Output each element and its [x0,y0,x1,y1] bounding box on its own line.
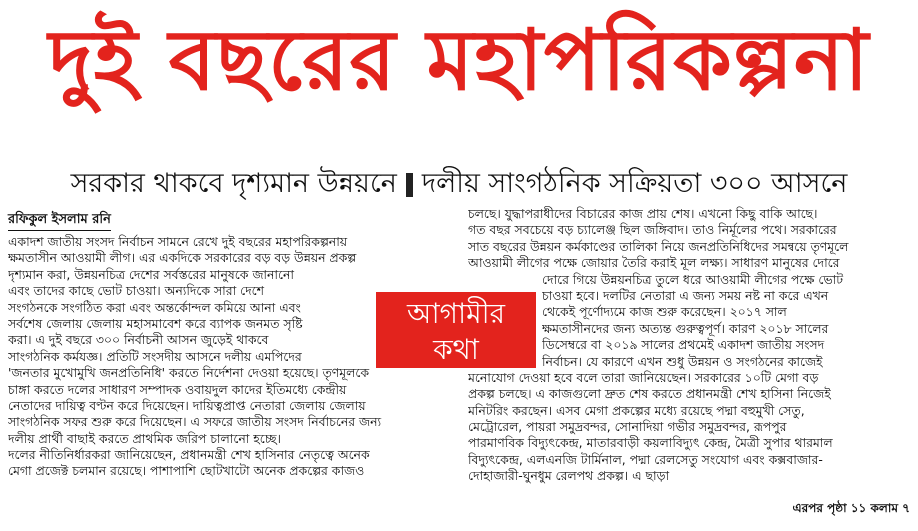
text-line: করা। এ দুই বছরে ৩০০ নির্বাচনী আসন জুড়েই থাকবে [8,332,269,348]
continuation-note: এরপর পৃষ্ঠা ১১ কলাম ৭ [792,501,910,515]
text-line: চাঙ্গা করতে দলের সাধারণ সম্পাদক ওবায়দুল কাদের ইতিমধ্যে কেন্দ্রীয় [8,381,347,397]
text-line: 'জনতার মুখোমুখি জনপ্রতিনিধি' করতে নির্দেশনা দেওয়া হয়েছে। তৃণমূলকে [8,365,370,381]
text-line: গত বছর সবচেয়ে বড় চ্যালেঞ্জ ছিল জঙ্গিবাদ। তাও নির্মূলের পথে। সরকারের [468,222,837,238]
text-line: দলের নীতিনির্ধারকরা জানিয়েছেন, প্রধানমন্ত্রী শেখ হাসিনার নেতৃত্বে অনেক [8,447,370,463]
headline: দুই বছরের মহাপরিকল্পনা [48,11,870,109]
text-line: সর্বশেষ জেলায় জেলায় মহাসমাবেশ করে ব্যাপক জনমত সৃষ্টি [8,315,303,331]
text-line: আওয়ামী লীগের পক্ষে জোয়ার তৈরি করাই মূল লক্ষ্য। সাধারণ মানুষের দোরে [468,255,840,271]
byline: রফিকুল ইসলাম রনি [8,211,111,231]
text-line: এবং তাদের কাছে ভোট চাওয়া। অন্যদিকে সারা দেশে [8,283,264,299]
text-line: সংগঠনকে সংগঠিত করা এবং অন্তর্কোন্দল কমিয়ে আনা এবং [8,299,301,315]
text-line: মনোযোগ দেওয়া হবে বলে তারা জানিয়েছেন। সরকারের ১০টি মেগা বড় [468,369,819,385]
callout-line: আগামীর [406,297,506,330]
text-line: দোরে গিয়ে উন্নয়নচিত্র তুলে ধরে আওয়ামী লীগের পক্ষে ভোট [542,271,843,287]
text-line: দলীয় প্রার্থী বাছাই করতে প্রাথমিক জরিপ চালানো হচ্ছে। [8,430,281,446]
text-line: নির্বাচন। যে কারণে এখন শুধু উন্নয়ন ও সংগঠনের কাজেই [542,353,823,369]
text-line: সাংগঠনিক কর্মযজ্ঞ। প্রতিটি সংসদীয় আসনে দলীয় এমপিদের [8,348,302,364]
text-line: চলছে। যুদ্ধাপরাধীদের বিচারের কাজ প্রায় শেষ। এখনো কিছু বাকি আছে। [468,206,818,221]
text-line: দোহাজারী-ঘুনধুম রেলপথ প্রকল্প। এ ছাড়া [468,468,670,484]
text-line: বিদ্যুৎকেন্দ্র, এলএনজি টার্মিনাল, পদ্মা রেলসেতু সংযোগ এবং কক্সবাজার- [468,451,823,467]
text-line: একাদশ জাতীয় সংসদ নির্বাচন সামনে রেখে দুই বছরের মহাপরিকল্পনায় [8,234,348,249]
text-line: ডিসেম্বরে বা ২০১৯ সালের প্রথমেই একাদশ জাতীয় সংসদ [542,337,825,353]
text-line: ক্ষমতাসীনদের জন্য অত্যন্ত গুরুত্বপূর্ণ। কারণ ২০১৮ সালের [542,320,829,336]
text-line: সাত বছরের উন্নয়ন কর্মকাণ্ডের তালিকা নিয়ে জনপ্রতিনিধিদের সমন্বয়ে তৃণমূলে [468,238,849,254]
subheadline-separator [406,173,413,197]
callout-line: কথা [433,333,479,366]
text-line: পারমাণবিক বিদ্যুৎকেন্দ্র, মাতারবাড়ী কয়লাবিদ্যুৎ কেন্দ্র, মৈত্রী সুপার থারমাল [468,435,833,451]
text-line: নেতাদের দায়িত্ব বণ্টন করে দিয়েছেন। দায়িত্বপ্রাপ্ত নেতারা জেলায় জেলায় [8,397,366,413]
text-line: মনিটরিং করছেন। এসব মেগা প্রকল্পের মধ্যে রয়েছে পদ্মা বহুমুখী সেতু, [468,402,805,418]
text-line: দৃশ্যমান করা, উন্নয়নচিত্র দেশের সর্বস্তরের মানুষকে জানানো [8,266,294,282]
text-line: মেট্রোরেল, পায়রা সমুদ্রবন্দর, সোনাদিয়া গভীর সমুদ্রবন্দর, রূপপুর [468,419,787,435]
text-line: চাওয়া হবে। দলটির নেতারা এ জন্য সময় নষ্ট না করে এখন [542,287,829,303]
subheadline-part-1: সরকার থাকবে দৃশ্যমান উন্নয়নে [70,168,397,199]
subheadline-part-2: দলীয় সাংগঠনিক সক্রিয়তা ৩০০ আসনে [421,168,848,199]
callout-badge [376,292,536,368]
text-line: মেগা প্রজেক্ট চলমান রয়েছে। পাশাপাশি ছোটখাটো অনেক প্রকল্পের কাজও [8,463,365,479]
text-line: থেকেই পূর্ণোদ্যমে কাজ শুরু করেছেন। ২০১৭ সাল [542,304,787,320]
subheadline [0,162,918,206]
text-line: ক্ষমতাসীন আওয়ামী লীগ। এর একদিকে সরকারের বড় বড় উন্নয়ন প্রকল্প [8,250,357,266]
text-line: সাংগঠনিক সফর শুরু করে দিয়েছেন। এ সফরে জাতীয় সংসদ নির্বাচনের জন্য [8,414,382,430]
text-line: প্রকল্প চলছে। এ কাজগুলো দ্রুত শেষ করতে প্রধানমন্ত্রী শেখ হাসিনা নিজেই [468,386,831,402]
